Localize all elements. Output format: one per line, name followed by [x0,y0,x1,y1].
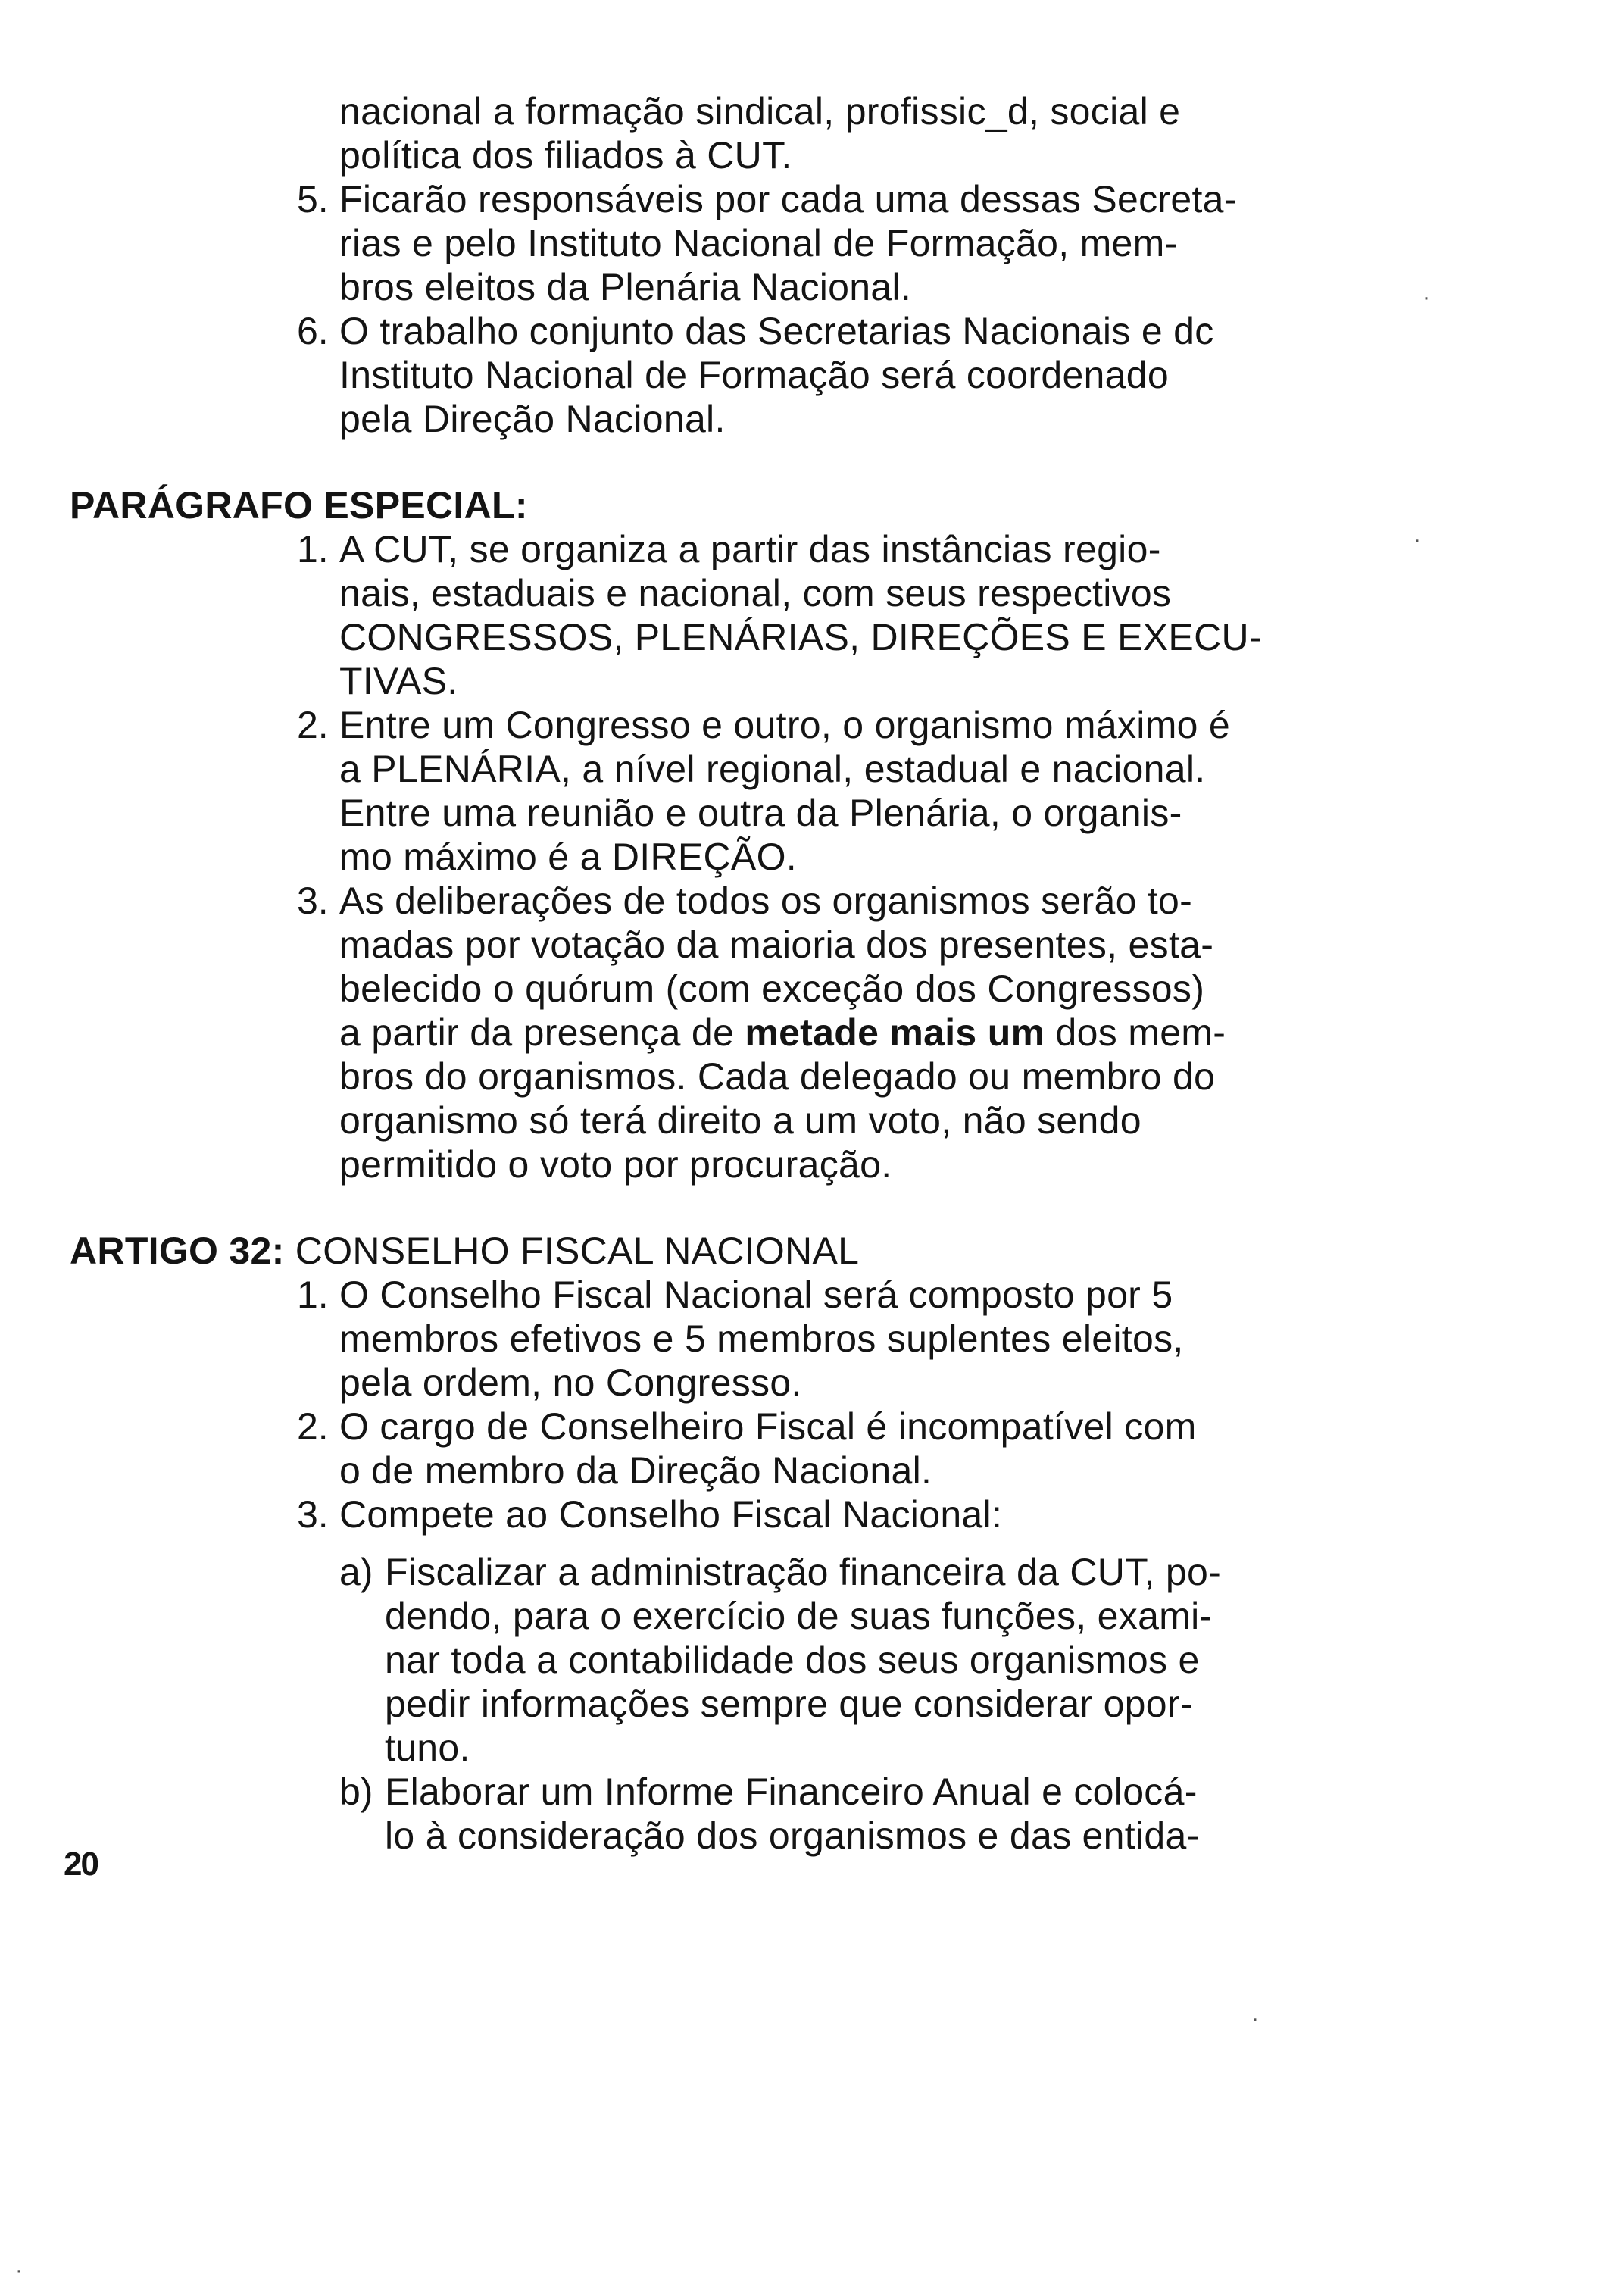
text-line [339,309,1214,353]
pe-item-3-line-4-after: dos mem- [1055,1011,1226,1054]
text-line [339,791,1182,835]
text-line [339,133,792,177]
scan-speck: · [1251,2006,1259,2031]
text-line [339,615,1262,659]
text-line [339,1142,892,1186]
text-line [339,1405,1197,1449]
artigo-label: ARTIGO 32: [70,1230,285,1272]
pe-item-1-line-1: A CUT, se organiza a partir das instâncias regio- [339,528,1161,570]
item-number: 2. [297,1405,329,1448]
scan-speck: · [15,2258,23,2283]
text-line [385,1682,1193,1726]
text-line [385,1638,1200,1682]
text-line [339,1099,1141,1142]
text-line [339,835,797,879]
pe-item-2-line-3: Entre uma reunião e outra da Plenária, o organis- [339,792,1182,834]
text-line [339,1055,1215,1099]
scan-speck: · [1423,285,1430,310]
text-line [339,397,726,441]
text-line [339,879,1192,923]
item-number: 2. [297,704,329,746]
text-line [339,1361,802,1405]
item-number: 1. [297,1274,329,1316]
pe-item-2-line-1: Entre um Congresso e outro, o organismo máximo é [339,704,1231,746]
section-heading-paragrafo-especial: PARÁGRAFO ESPECIAL: [70,484,528,527]
section-heading-artigo-32 [70,1229,859,1273]
item-5-line-3: bros eleitos da Plenária Nacional. [339,266,912,308]
text-line [339,527,1161,571]
text-line [339,967,1204,1011]
item-6-line-3: pela Direção Nacional. [339,398,726,440]
pe-item-1-line-3: CONGRESSOS, PLENÁRIAS, DIREÇÕES E EXECU- [339,616,1262,658]
text-line [339,1011,1226,1055]
artigo-title: CONSELHO FISCAL NACIONAL [295,1230,860,1272]
item-number: 3. [297,880,329,922]
item-5-line-1: Ficarão responsáveis por cada uma dessas Secreta- [339,178,1237,220]
pe-item-2-line-2: a PLENÁRIA, a nível regional, estadual e nacional. [339,748,1206,790]
item-number: 6. [297,310,329,352]
text-line [385,1814,1200,1858]
pe-item-2-line-4: mo máximo é a DIREÇÃO. [339,836,797,878]
subitem-a-line-2: dendo, para o exercício de suas funções, exami- [385,1595,1213,1637]
page-number: 20 [64,1846,98,1883]
continuation-line-2: política dos filiados à CUT. [339,134,792,177]
item-6-line-2: Instituto Nacional de Formação será coordenado [339,354,1169,396]
text-line [339,265,911,309]
pe-item-3-bold-phrase: metade mais um [745,1011,1045,1054]
art32-item-3-line-1: Compete ao Conselho Fiscal Nacional: [339,1493,1003,1536]
text-line [339,747,1205,791]
art32-item-2-line-1: O cargo de Conselheiro Fiscal é incompatível com [339,1405,1197,1448]
pe-item-1-line-4: TIVAS. [339,660,458,702]
scan-speck: · [1413,527,1421,552]
art32-item-1-line-2: membros efetivos e 5 membros suplentes eleitos, [339,1317,1184,1360]
text-line [385,1594,1213,1638]
pe-item-3-line-3: belecido o quórum (com exceção dos Congressos) [339,967,1205,1010]
text-line [339,571,1171,615]
text-line [339,89,1257,133]
item-number: 1. [297,528,329,570]
pe-item-1-line-2: nais, estaduais e nacional, com seus respectivos [339,572,1172,614]
subitem-a-line-4: pedir informações sempre que considerar opor- [385,1683,1193,1725]
text-line [339,1273,1173,1317]
text-line [339,1492,1002,1536]
text-line [339,353,1169,397]
pe-item-3-line-1: As deliberações de todos os organismos serão to- [339,880,1193,922]
subitem-letter: b) [339,1771,373,1813]
item-6-line-1: O trabalho conjunto das Secretarias Nacionais e dc [339,310,1214,352]
pe-item-3-line-4-before: a partir da presença de [339,1011,735,1054]
art32-item-1-line-3: pela ordem, no Congresso. [339,1361,802,1404]
pe-item-3-line-6: organismo só terá direito a um voto, não sendo [339,1099,1141,1142]
text-line [385,1550,1221,1594]
art32-item-1-line-1: O Conselho Fiscal Nacional será composto por 5 [339,1274,1173,1316]
text-line [385,1770,1198,1814]
art32-item-2-line-2: o de membro da Direção Nacional. [339,1449,932,1492]
text-line [339,177,1237,221]
text-line [339,1317,1184,1361]
subitem-b-line-1: Elaborar um Informe Financeiro Anual e colocá- [385,1771,1198,1813]
subitem-a-line-1: Fiscalizar a administração financeira da CUT, po- [385,1551,1222,1593]
subitem-b-line-2: lo à consideração dos organismos e das entida- [385,1814,1200,1857]
text-line [339,923,1213,967]
subitem-letter: a) [339,1551,373,1593]
text-line [339,1449,932,1492]
text-line [385,1726,470,1770]
text-line [339,659,458,703]
subitem-a-line-3: nar toda a contabilidade dos seus organismos e [385,1639,1200,1681]
item-number: 5. [297,178,329,220]
item-5-line-2: rias e pelo Instituto Nacional de Formação, mem- [339,222,1178,264]
continuation-line-1: nacional a formação sindical, profissic_d, social e [339,90,1181,133]
pe-item-3-line-2: madas por votação da maioria dos presentes, esta- [339,924,1214,966]
text-line [339,703,1230,747]
pe-item-3-line-7: permitido o voto por procuração. [339,1143,892,1186]
text-line [339,221,1178,265]
pe-item-3-line-5: bros do organismos. Cada delegado ou membro do [339,1055,1216,1098]
item-number: 3. [297,1493,329,1536]
subitem-a-line-5: tuno. [385,1727,470,1769]
